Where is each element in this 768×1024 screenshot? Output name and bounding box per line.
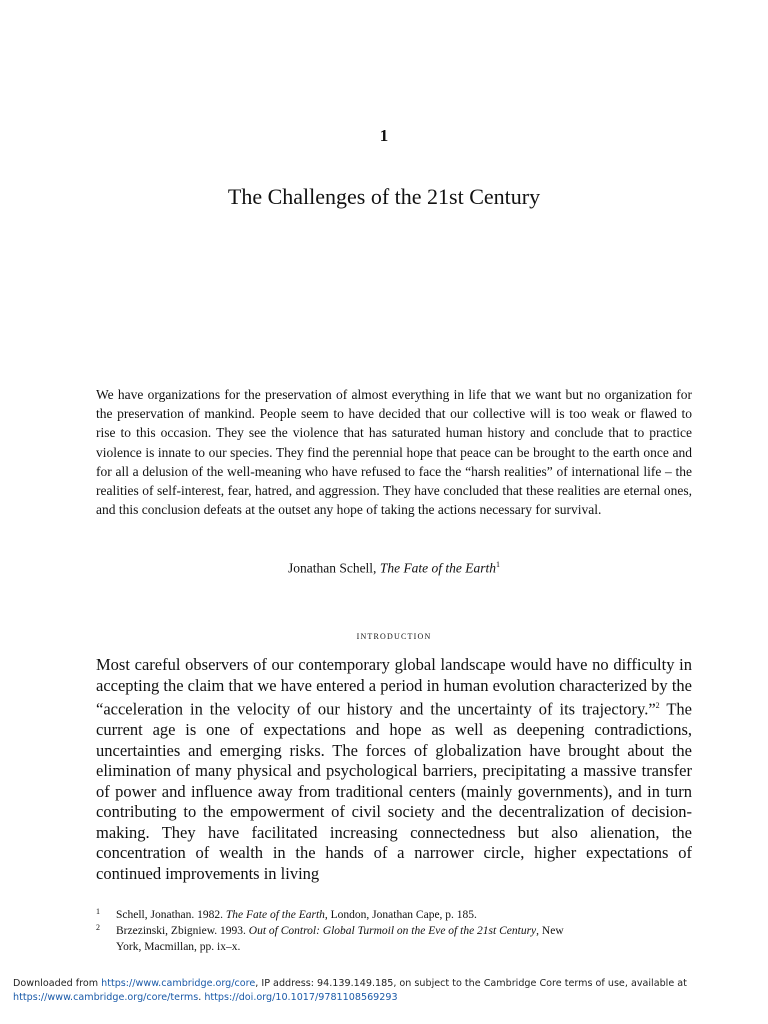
section-heading: introduction [356,628,432,642]
body-paragraph [96,655,692,884]
footnote [96,907,692,923]
footnote [96,923,692,955]
doi-link[interactable]: https://doi.org/10.1017/9781108569293 [204,992,398,1003]
footnote-reference[interactable]: 1 [496,560,501,569]
footnotes [96,907,692,955]
epigraph-author: Jonathan Schell, [287,560,380,576]
footnote-continuation: York, Macmillan, pp. ix–x. [116,941,241,953]
chapter-number: 1 [379,126,389,145]
epigraph-work-title: The Fate of the Earth [379,560,497,576]
epigraph-quote: We have organizations for the preservation of almost everything in life that we want but no organization for the preservation of mankind. People seem to have decided that our collective will is too weak or flawed to rise to this occasion. They see the violence that has saturated human history and conclude that to practice violence is innate to our species. They find the perennial hope that peace can be brought to the earth once and for all a delusion of the well-meaning who have refused to face the “harsh realities” of international life – the realities of self-interest, fear, hatred, and aggression. They have concluded that these realities are eternal ones, and this conclusion defeats at the outset any hope of taking the actions necessary for survival. [96,387,692,518]
chapter-title: The Challenges of the 21st Century [227,184,541,209]
footnote-number: 1 [96,907,100,916]
footnote-text: , London, Jonathan Cape, p. 185. [324,909,477,921]
terms-link[interactable]: https://www.cambridge.org/core/terms [13,992,199,1003]
footnote-text: Schell, Jonathan. 1982. [116,909,226,921]
footnote-text: Brzezinski, Zbigniew. 1993. [116,925,249,937]
download-text: Downloaded from [13,978,102,989]
body-text-part: The current age is one of expectations and hope as well as deepening contradictions, uncertainties and emerging risks. The forces of globalization have brought about the elimination of many physical and psychological barriers, precipitating a massive transfer of power and influence away from traditional centers (mainly governments), and in turn contributing to the empowerment of civil society and the decentralization of decision-making. They have facilitated increasing connectedness but also alienation, the concentration of wealth in the hands of a narrower circle, higher expectations of continued improvements in living [96,699,692,883]
footnote-title: Out of Control: Global Turmoil on the Eve of the 21st Century [248,925,537,937]
footnote-number: 2 [96,923,100,932]
epigraph-attribution [96,560,692,577]
download-text: , IP address: 94.139.149.185, on subject to the Cambridge Core terms of use, available at [255,978,687,989]
download-separator: . [198,992,205,1003]
footnote-reference[interactable]: 2 [655,701,660,710]
footnote-text: , New [536,925,564,937]
footnote-title: The Fate of the Earth [225,909,325,921]
cambridge-core-link[interactable]: https://www.cambridge.org/core [101,978,256,989]
body-text-part: Most careful observers of our contemporary global landscape would have no difficulty in accepting the claim that we have entered a period in human evolution characterized by the “acceleration in the velocity of our history and the uncertainty of its trajectory.” [96,655,692,719]
download-notice [13,977,758,1005]
